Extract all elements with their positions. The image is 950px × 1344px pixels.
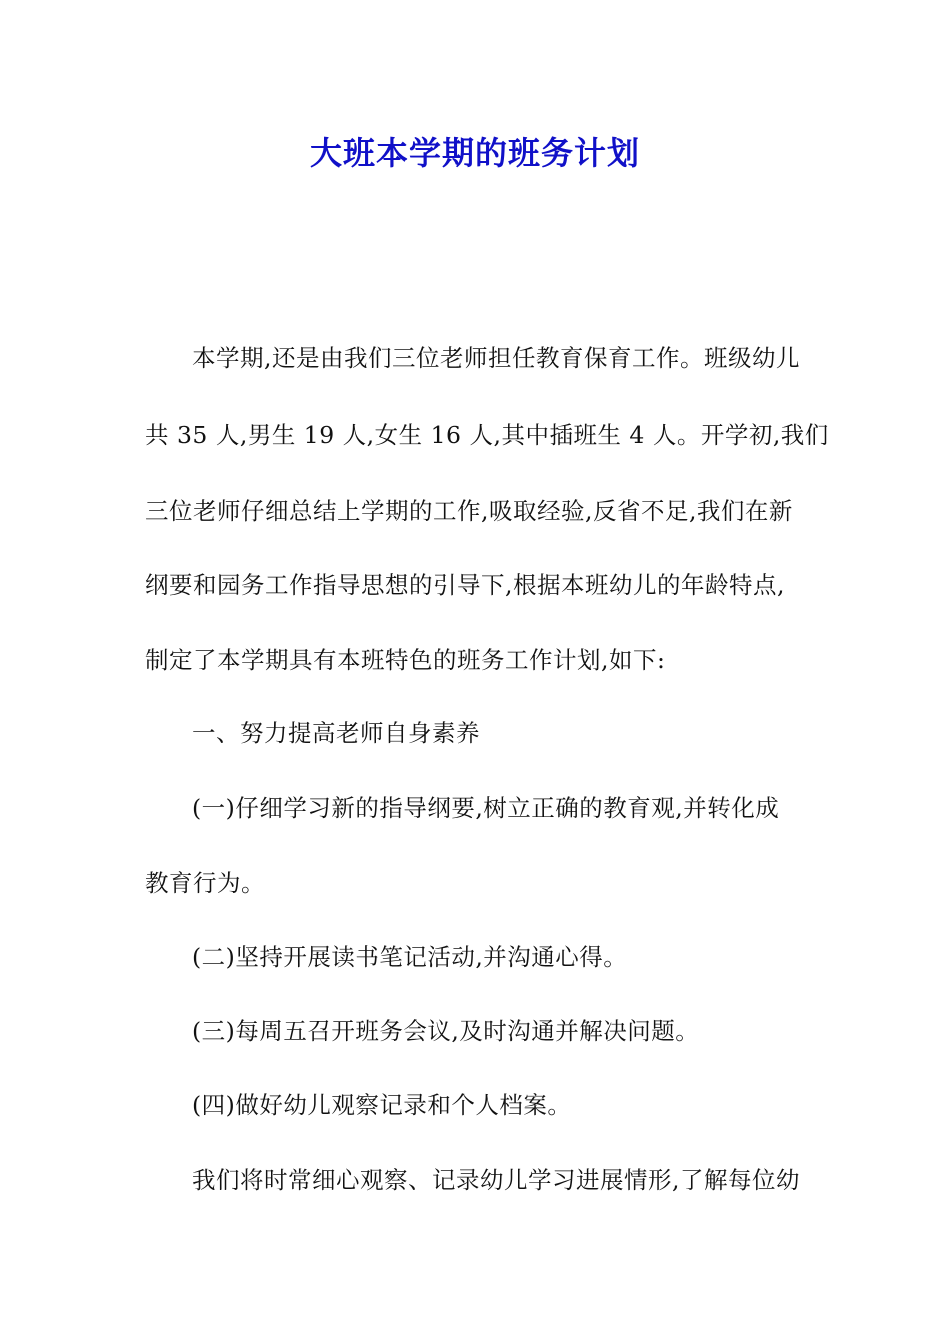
item-1-line-2: 教育行为。 <box>145 869 265 897</box>
paragraph-line-2: 共 35 人,男生 19 人,女生 16 人,其中插班生 4 人。开学初,我们 <box>145 421 829 449</box>
item-3: (三)每周五召开班务会议,及时沟通并解决问题。 <box>192 1017 700 1045</box>
item-2: (二)坚持开展读书笔记活动,并沟通心得。 <box>192 943 628 971</box>
paragraph-line-final: 我们将时常细心观察、记录幼儿学习进展情形,了解每位幼 <box>192 1166 800 1194</box>
paragraph-line-1: 本学期,还是由我们三位老师担任教育保育工作。班级幼儿 <box>192 344 800 372</box>
document-title: 大班本学期的班务计划 <box>309 134 640 172</box>
item-1-line-1: (一)仔细学习新的指导纲要,树立正确的教育观,并转化成 <box>192 794 780 822</box>
paragraph-line-3: 三位老师仔细总结上学期的工作,吸取经验,反省不足,我们在新 <box>145 497 793 525</box>
section-heading-1: 一、努力提高老师自身素养 <box>192 719 480 747</box>
paragraph-line-4: 纲要和园务工作指导思想的引导下,根据本班幼儿的年龄特点, <box>145 571 785 599</box>
item-4: (四)做好幼儿观察记录和个人档案。 <box>192 1091 572 1119</box>
paragraph-line-5: 制定了本学期具有本班特色的班务工作计划,如下: <box>145 646 666 674</box>
